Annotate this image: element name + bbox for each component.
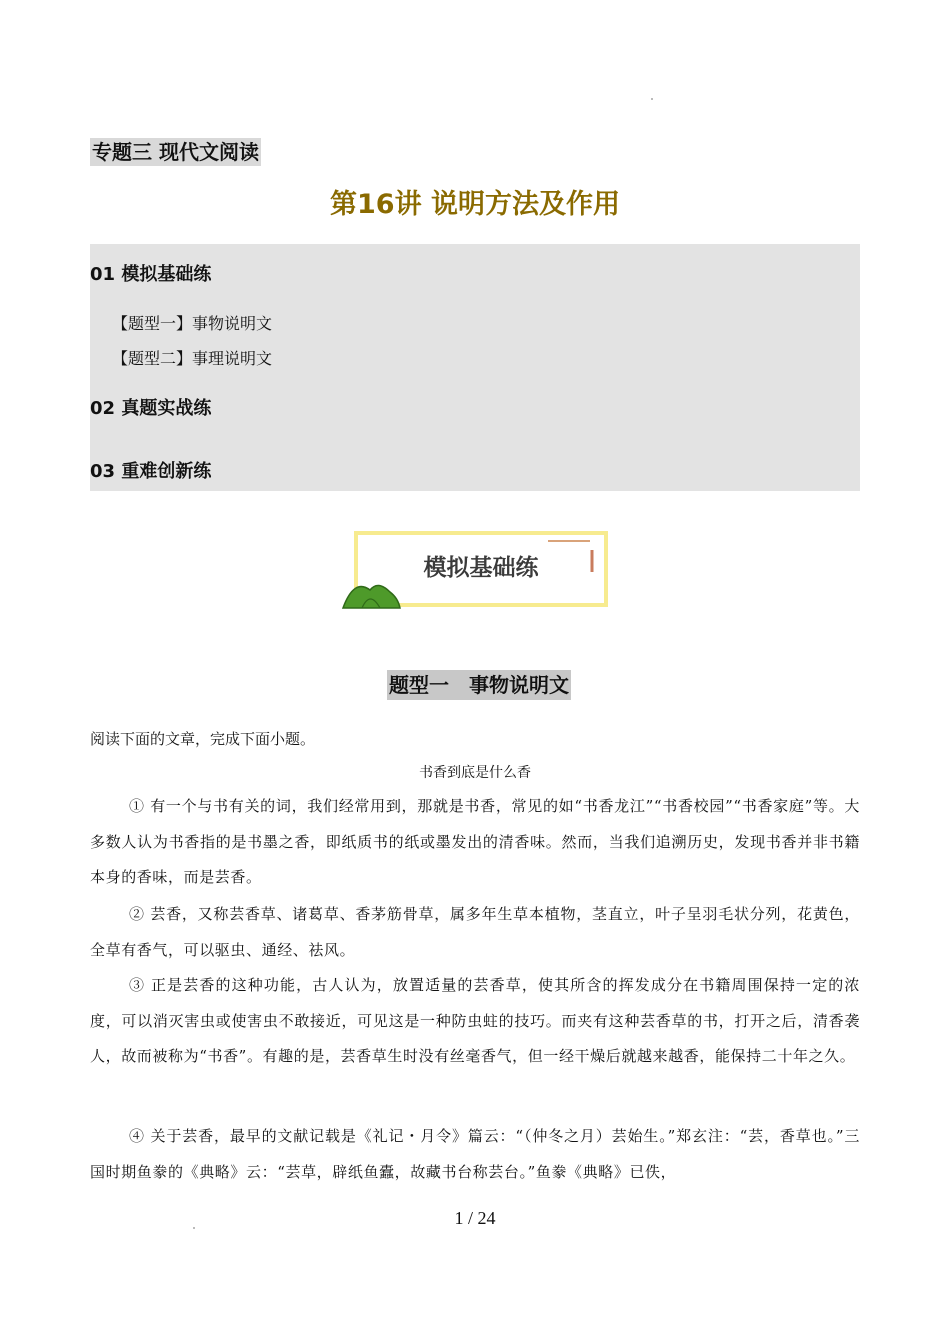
- paragraph-3: ③ 正是芸香的这种功能，古人认为，放置适量的芸香草，使其所含的挥发成分在书籍周围保持一定的浓度，可以消灭害虫或使害虫不敢接近，可见这是一种防虫蛀的技巧。而夹有这种芸香草的书，打开之后，清香袭人，故而被称为“书香”。有趣的是，芸香草生时没有丝毫香气，但一经干燥后就越来越香，能保持二十年之久。: [90, 976, 860, 1065]
- toc-section-3: 03 重难创新练: [90, 461, 212, 482]
- paragraph-1: ① 有一个与书有关的词，我们经常用到，那就是书香，常见的如“书香龙江”“书香校园”“书香家庭”等。大多数人认为书香指的是书墨之香，即纸质书的纸或墨发出的清香味。然而，当我们追溯历史，发现书香并非书籍本身的香味，而是芸香。: [90, 797, 860, 886]
- reading-instruction: 阅读下面的文章，完成下面小题。: [90, 730, 316, 748]
- toc-section-2: 02 真题实战练: [90, 398, 212, 419]
- paragraph-4: ④ 关于芸香，最早的文献记载是《礼记・月令》篇云：“（仲冬之月）芸始生。”郑玄注：“芸，香草也。”三国时期鱼豢的《典略》云：“芸草，辟纸鱼蠹，故藏书台称芸台。”鱼豢《典略》已佚，: [90, 1127, 860, 1181]
- banner-title: 模拟基础练: [423, 555, 539, 581]
- page-number: 1 / 24: [454, 1208, 496, 1228]
- scan-dot: [651, 98, 653, 100]
- section-title: 题型一 事物说明文: [387, 670, 571, 700]
- table-of-contents: [90, 244, 860, 491]
- lecture-title: 第16讲 说明方法及作用: [330, 189, 620, 220]
- toc-subsection-2: 【题型二】事理说明文: [112, 349, 273, 368]
- topic-heading: 专题三 现代文阅读: [92, 140, 259, 164]
- article-title: 书香到底是什么香: [419, 765, 531, 781]
- paragraph-2: ② 芸香，又称芸香草、诸葛草、香茅筋骨草，属多年生草本植物，茎直立，叶子呈羽毛状分列，花黄色，全草有香气，可以驱虫、通经、祛风。: [90, 905, 860, 959]
- toc-section-1: 01 模拟基础练: [90, 264, 212, 285]
- toc-subsection-1: 【题型一】事物说明文: [112, 314, 273, 333]
